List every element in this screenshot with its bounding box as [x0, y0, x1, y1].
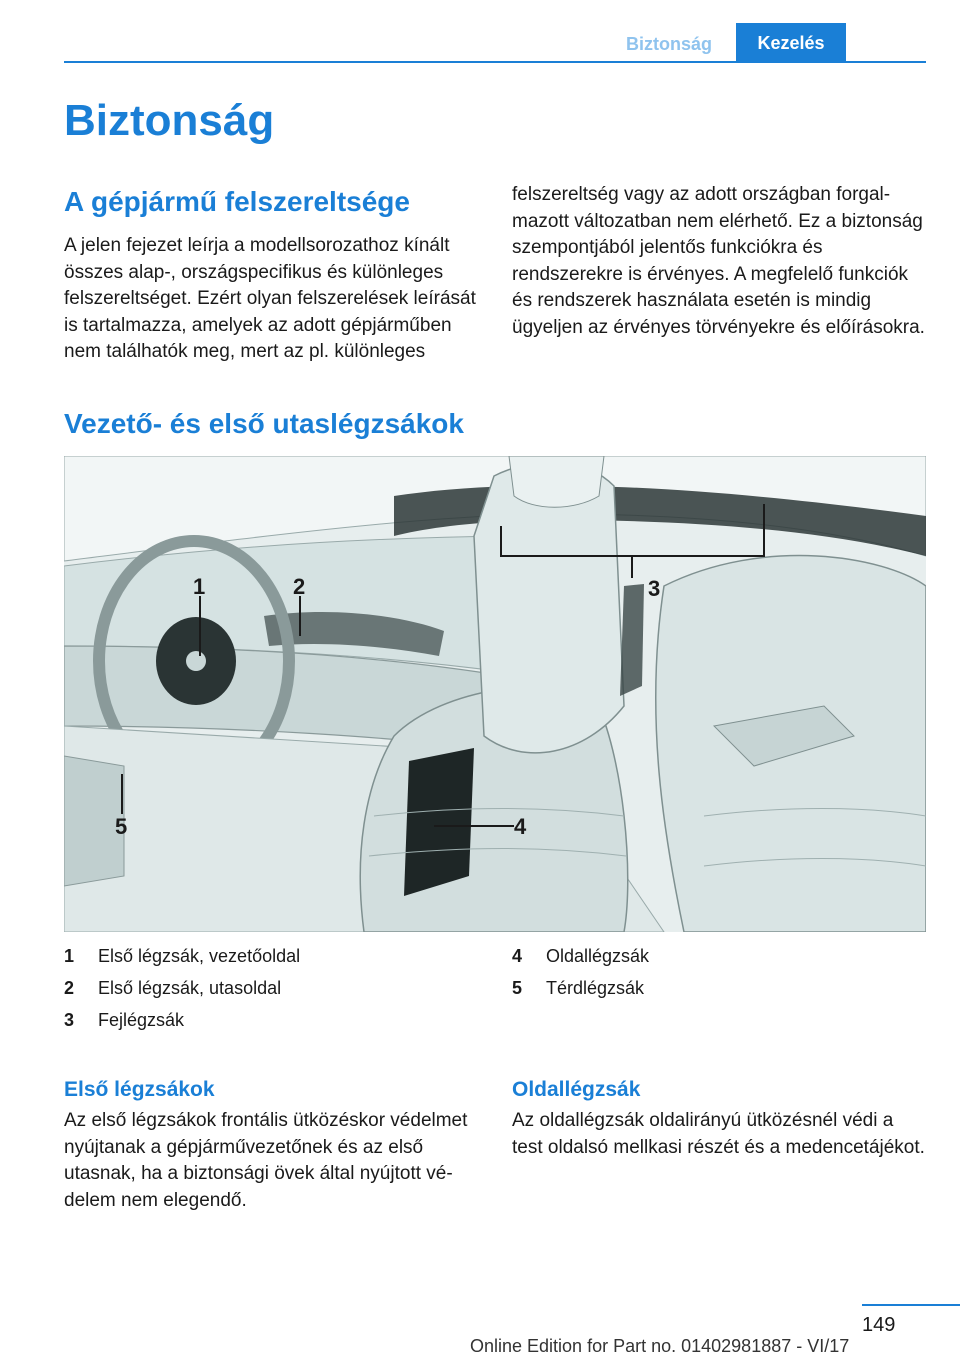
legend-label: Térdlégzsák — [546, 978, 645, 998]
page-number: 149 — [862, 1314, 896, 1336]
legend-label: Első légzsák, vezetőoldal — [98, 946, 301, 966]
callout-2: 2 — [293, 574, 306, 599]
legend-right — [512, 940, 649, 1004]
edition-note: Online Edition for Part no. 01402981887 - VI/17 — [470, 1336, 850, 1356]
tab-section[interactable]: Biztonság — [625, 34, 712, 54]
section-heading-front-airbags: Első légzsákok — [64, 1078, 215, 1101]
side-airbag-text: Az oldallégzsák oldalirányú ütközésnél védi a test oldalsó mellkasi részét és a medencetájékot. — [512, 1110, 925, 1158]
callout-3: 3 — [648, 576, 661, 601]
airbag-illustration — [64, 456, 926, 932]
legend-item — [64, 1004, 300, 1036]
equipment-text-right: felszereltség vagy az adott országban forgalmazott változatban nem elérhető. Ez a biztonság szempontjából jelentős funkciókra és rendszerekre is érvényes. A megfelelő funkciók és rendszerek használata esetén is mindig ügyeljen az érvényes törvényekre és előírásokra. — [512, 184, 925, 338]
legend-label: Fejlégzsák — [98, 1010, 185, 1030]
legend-number: 5 — [512, 978, 523, 998]
legend-number: 1 — [64, 946, 75, 966]
legend-number: 4 — [512, 946, 523, 966]
legend-label: Első légzsák, utasoldal — [98, 978, 282, 998]
legend-left — [64, 940, 300, 1036]
legend-item — [64, 972, 300, 1004]
legend-item — [512, 972, 649, 1004]
callout-5: 5 — [115, 814, 128, 839]
page-title: Biztonság — [64, 96, 275, 145]
legend-item — [512, 940, 649, 972]
equipment-text-left: A jelen fejezet leírja a modellsorozathoz kínált összes alap-, országspecifikus és különleges felszereltséget. Ezért olyan felszerelések leírását is tartalmazza, amelyek az adott gépjárműben nem találhatók meg, mert az pl. különleges — [64, 235, 476, 362]
tab-chapter[interactable]: Kezelés — [736, 23, 846, 63]
section-heading-airbags: Vezető- és első utaslégzsákok — [64, 408, 464, 439]
callout-4: 4 — [514, 814, 527, 839]
legend-number: 2 — [64, 978, 75, 998]
footer-rule — [862, 1304, 960, 1306]
section-heading-side-airbag: Oldallégzsák — [512, 1078, 641, 1101]
front-airbags-text: Az első légzsákok frontális ütközéskor védelmet nyújtanak a gépjárművezetőnek és az első utasnak, ha a biztonsági övek által nyújtott védelem nem elegendő. — [64, 1110, 468, 1211]
callout-1: 1 — [193, 574, 206, 599]
legend-item — [64, 940, 300, 972]
legend-label: Oldallégzsák — [546, 946, 650, 966]
section-heading-equipment: A gépjármű felszereltsége — [64, 186, 410, 217]
legend-number: 3 — [64, 1010, 75, 1030]
car-interior-drawing — [64, 456, 926, 932]
